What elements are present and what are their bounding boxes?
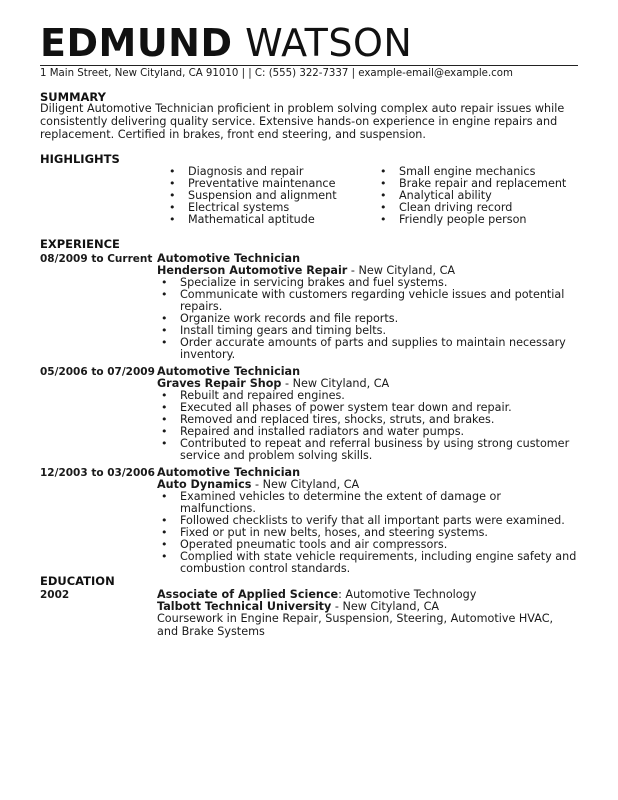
highlight-item: • Clean driving record	[377, 202, 566, 214]
candidate-name	[40, 21, 412, 65]
company-location: - New Cityland, CA	[281, 377, 390, 390]
job-duty: • Install timing gears and timing belts.	[158, 325, 578, 337]
job-duty: • Operated pneumatic tools and air compressors.	[158, 539, 578, 551]
job-duty: • Fixed or put in new belts, hoses, and steering systems.	[158, 527, 578, 539]
job-duties	[158, 277, 578, 361]
job-duty: • Complied with state vehicle requirements, including engine safety and combustion control standards.	[158, 551, 578, 575]
job-duty: • Followed checklists to verify that all important parts were examined.	[158, 515, 578, 527]
job-duty: • Repaired and installed radiators and water pumps.	[158, 426, 578, 438]
highlight-item: • Suspension and alignment	[166, 190, 337, 202]
job-dates: 08/2009 to Current	[40, 253, 153, 265]
company-name: Henderson Automotive Repair	[157, 264, 348, 277]
job-duty: • Removed and replaced tires, shocks, struts, and brakes.	[158, 414, 578, 426]
company-name: Graves Repair Shop	[157, 377, 282, 390]
job-duty: • Executed all phases of power system tear down and repair.	[158, 402, 578, 414]
highlights-heading: HIGHLIGHTS	[40, 152, 120, 166]
education-heading: EDUCATION	[40, 574, 115, 588]
highlight-item: • Analytical ability	[377, 190, 566, 202]
job-title: Automotive Technician	[157, 466, 301, 479]
company-location: - New Cityland, CA	[251, 478, 360, 491]
first-name: EDMUND	[40, 21, 233, 65]
company-name: Auto Dynamics	[157, 478, 252, 491]
job-duty: • Examined vehicles to determine the extent of damage or malfunctions.	[158, 491, 578, 515]
job-dates: 05/2006 to 07/2009	[40, 366, 155, 378]
highlight-item: • Friendly people person	[377, 214, 566, 226]
job-duty: • Specialize in servicing brakes and fuel systems.	[158, 277, 578, 289]
summary-heading: SUMMARY	[40, 90, 106, 104]
job-duty: • Contributed to repeat and referral business by using strong customer service and problem solving skills.	[158, 438, 578, 462]
highlight-item: • Diagnosis and repair	[166, 166, 337, 178]
highlight-item: • Electrical systems	[166, 202, 337, 214]
job-duty: • Communicate with customers regarding vehicle issues and potential repairs.	[158, 289, 578, 313]
job-dates: 12/2003 to 03/2006	[40, 467, 155, 479]
job-title: Automotive Technician	[157, 365, 301, 378]
header-divider	[40, 65, 578, 66]
degree-name: Associate of Applied Science	[157, 588, 339, 601]
job-duty: • Rebuilt and repaired engines.	[158, 390, 578, 402]
degree-field: : Automotive Technology	[338, 588, 477, 601]
highlight-item: • Mathematical aptitude	[166, 214, 337, 226]
job-duty: • Order accurate amounts of parts and supplies to maintain necessary inventory.	[158, 337, 578, 361]
job-title: Automotive Technician	[157, 252, 301, 265]
education-year: 2002	[40, 589, 70, 601]
highlights-list-right	[377, 166, 566, 226]
experience-heading: EXPERIENCE	[40, 237, 120, 251]
highlight-item: • Brake repair and replacement	[377, 178, 566, 190]
job-duty: • Organize work records and file reports.	[158, 313, 578, 325]
highlights-list-left	[166, 166, 337, 226]
highlight-item: • Preventative maintenance	[166, 178, 337, 190]
last-name: WATSON	[245, 21, 413, 65]
education-coursework: Coursework in Engine Repair, Suspension, Steering, Automotive HVAC, and Brake Systems	[157, 612, 554, 638]
school-name: Talbott Technical University	[157, 600, 332, 613]
highlight-item: • Small engine mechanics	[377, 166, 566, 178]
contact-line: 1 Main Street, New Cityland, CA 91010 | | C: (555) 322-7337 | example-email@example.com	[40, 68, 513, 79]
school-location: - New Cityland, CA	[331, 600, 440, 613]
summary-text: Diligent Automotive Technician proficient in problem solving complex auto repair issues while consistently delivering quality service. Extensive hands-on experience in engine repairs and replacement. Certified in brakes, front end steering, and suspension.	[40, 102, 565, 141]
job-duties	[158, 491, 578, 575]
job-duties	[158, 390, 578, 462]
company-location: - New Cityland, CA	[347, 264, 456, 277]
